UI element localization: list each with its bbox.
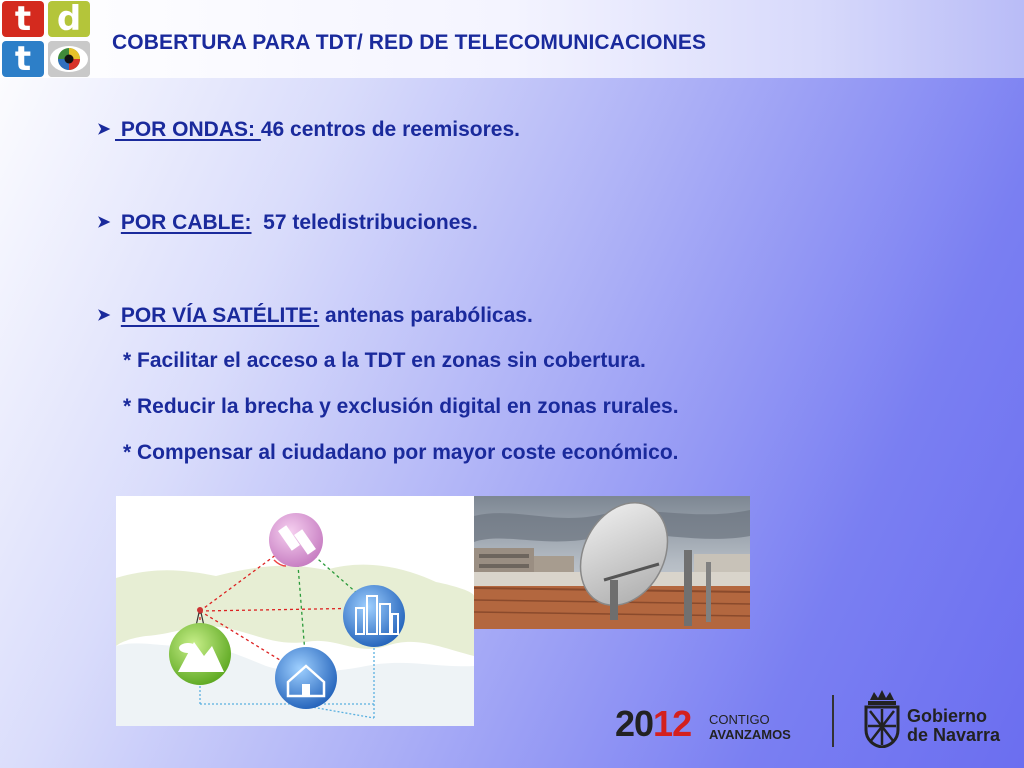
footer-divider <box>832 695 834 747</box>
bullet-ondas <box>97 118 520 142</box>
building-icon <box>343 585 405 647</box>
bullet-label: POR ONDAS: <box>115 118 261 141</box>
year-logo <box>615 703 691 745</box>
arrow-bullet-icon: ➤ <box>97 214 111 231</box>
bullet-satelite <box>97 304 533 328</box>
mountain-icon <box>169 623 231 685</box>
slogan-line1: CONTIGO <box>709 712 770 727</box>
logo-tile-t2: t <box>2 41 44 77</box>
satellite-icon <box>269 513 323 567</box>
year-suffix: 12 <box>653 703 692 744</box>
slogan-line2: AVANZAMOS <box>709 727 791 742</box>
logo-tile-d: d <box>48 1 90 37</box>
bullet-label: POR CABLE: <box>120 211 252 234</box>
gov-line1: Gobierno <box>907 706 987 726</box>
logo-tile-t: t <box>2 1 44 37</box>
arrow-bullet-icon: ➤ <box>97 121 111 138</box>
bullet-label: POR VÍA SATÉLITE: <box>120 304 320 327</box>
bullet-text: 46 centros de reemisores. <box>260 118 520 141</box>
bullet-cable <box>97 211 478 235</box>
page-title: COBERTURA PARA TDT/ RED DE TELECOMUNICACIONES <box>112 31 707 54</box>
year-prefix: 20 <box>615 703 654 744</box>
network-diagram-image <box>116 496 474 726</box>
coat-of-arms-icon <box>862 690 902 748</box>
bullet-text: antenas parabólicas. <box>319 304 533 327</box>
eye-icon <box>48 41 90 77</box>
sub-item: * Compensar al ciudadano por mayor coste económico. <box>123 441 679 464</box>
satellite-dish-photo <box>474 496 750 629</box>
government-name <box>907 707 1000 745</box>
sub-item: * Facilitar el acceso a la TDT en zonas sin cobertura. <box>123 349 646 372</box>
bullet-text: 57 teledistribuciones. <box>251 211 478 234</box>
house-icon <box>275 647 337 709</box>
arrow-bullet-icon: ➤ <box>97 307 111 324</box>
tdt-logo <box>0 0 92 78</box>
sub-item: * Reducir la brecha y exclusión digital en zonas rurales. <box>123 395 679 418</box>
slogan <box>709 712 791 742</box>
gov-line2: de Navarra <box>907 725 1001 745</box>
header-bar <box>0 0 1024 78</box>
